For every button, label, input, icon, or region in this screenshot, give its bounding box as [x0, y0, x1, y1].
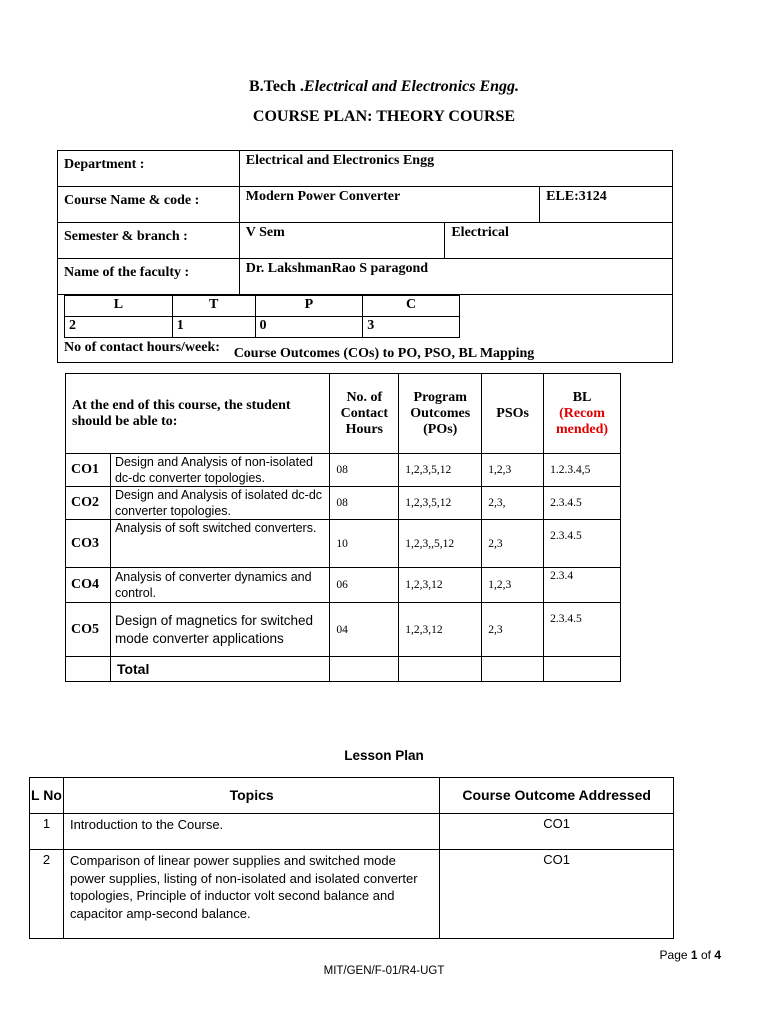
course-name: Modern Power Converter: [239, 187, 539, 223]
co-header-bl: [544, 374, 621, 454]
co-pos: 1,2,3,5,12: [399, 454, 482, 487]
co-bl: 2.3.4.5: [544, 487, 621, 520]
page-title: COURSE PLAN: THEORY COURSE: [252, 108, 516, 125]
lesson-topic: Introduction to the Course.: [63, 814, 439, 850]
semester-value: V Sem: [239, 223, 445, 259]
ltpc-header-t: T: [172, 296, 255, 317]
ltpc-value-p: 0: [255, 317, 363, 338]
ltpc-header-c: C: [363, 296, 460, 317]
course-row: [58, 187, 673, 223]
lesson-co: CO1: [440, 814, 674, 850]
ltpc-header-p: P: [255, 296, 363, 317]
contact-hours-label: No of contact hours/week:: [64, 340, 220, 355]
co-bl: 1.2.3.4,5: [544, 454, 621, 487]
semester-row: [58, 223, 673, 259]
co-header-bl-label: BL: [572, 389, 592, 405]
semester-label: Semester & branch :: [58, 223, 240, 259]
co-psos: 1,2,3: [482, 454, 544, 487]
co-bl: 2.3.4: [544, 568, 621, 603]
co-total-empty: [66, 657, 111, 682]
branch-value: Electrical: [445, 223, 673, 259]
lesson-number: 2: [30, 850, 64, 939]
department-row: [58, 151, 673, 187]
co-pos: 1,2,3,,5,12: [399, 520, 482, 568]
lesson-plan-table: [29, 777, 674, 939]
form-code: MIT/GEN/F-01/R4-UGT: [323, 965, 445, 977]
ltpc-value-t: 1: [172, 317, 255, 338]
co-description: Analysis of converter dynamics and control.: [110, 568, 329, 603]
co-pos: 1,2,3,12: [399, 568, 482, 603]
ltpc-value-l: 2: [65, 317, 173, 338]
co-psos: 2,3: [482, 603, 544, 657]
ltpc-table: [64, 295, 460, 338]
co-hours: 08: [330, 487, 399, 520]
co-description: Analysis of soft switched converters.: [110, 520, 329, 568]
lesson-row: [30, 850, 674, 939]
program-prefix: B.Tech .: [248, 78, 304, 95]
lesson-co: CO1: [440, 850, 674, 939]
co-hours: 04: [330, 603, 399, 657]
co-total-row: [66, 657, 621, 682]
lesson-header-co: Course Outcome Addressed: [440, 778, 674, 814]
co-header-hours: No. of Contact Hours: [330, 374, 399, 454]
lesson-header-topics: Topics: [63, 778, 439, 814]
program-heading: [0, 78, 768, 96]
co-id: CO5: [66, 603, 111, 657]
co-psos: 2,3: [482, 520, 544, 568]
page-of: of: [700, 948, 711, 962]
co-row: [66, 454, 621, 487]
course-label: Course Name & code :: [58, 187, 240, 223]
co-pos: 1,2,3,12: [399, 603, 482, 657]
co-hours: 08: [330, 454, 399, 487]
co-header-psos: PSOs: [482, 374, 544, 454]
faculty-label: Name of the faculty :: [58, 259, 240, 295]
page-prefix: Page: [659, 948, 688, 962]
co-description: Design and Analysis of isolated dc-dc converter topologies.: [110, 487, 329, 520]
co-row: [66, 520, 621, 568]
co-header-row: [66, 374, 621, 454]
co-hours: 06: [330, 568, 399, 603]
faculty-row: [58, 259, 673, 295]
co-description: Design of magnetics for switched mode converter applications: [110, 603, 329, 657]
lesson-row: [30, 814, 674, 850]
co-mapping-table: [65, 373, 621, 682]
co-id: CO4: [66, 568, 111, 603]
lesson-number: 1: [30, 814, 64, 850]
co-mapping-title: Course Outcomes (COs) to PO, PSO, BL Mapping: [233, 346, 535, 361]
co-psos: 1,2,3: [482, 568, 544, 603]
co-id: CO1: [66, 454, 111, 487]
ltpc-value-c: 3: [363, 317, 460, 338]
co-row: [66, 568, 621, 603]
lesson-topic: Comparison of linear power supplies and switched mode power supplies, listing of non-isolated and isolated converter topologies, Principle of inductor volt second balance and capacitor amp-second balance.: [63, 850, 439, 939]
faculty-value: Dr. LakshmanRao S paragond: [239, 259, 672, 295]
co-header-statement: At the end of this course, the student should be able to:: [66, 374, 330, 454]
course-code: ELE:3124: [540, 187, 673, 223]
co-psos: 2,3,: [482, 487, 544, 520]
co-row: [66, 603, 621, 657]
co-description: Design and Analysis of non-isolated dc-dc converter topologies.: [110, 454, 329, 487]
co-hours: 10: [330, 520, 399, 568]
page-number: [660, 948, 721, 962]
department-value: Electrical and Electronics Engg: [239, 151, 672, 187]
ltpc-header-l: L: [65, 296, 173, 317]
co-bl: 2.3.4.5: [544, 520, 621, 568]
page-total: 4: [714, 948, 721, 962]
program-name: Electrical and Electronics Engg.: [303, 78, 520, 95]
co-id: CO2: [66, 487, 111, 520]
co-row: [66, 487, 621, 520]
co-total-label: Total: [110, 657, 329, 682]
co-pos: 1,2,3,5,12: [399, 487, 482, 520]
lesson-plan-title: Lesson Plan: [344, 748, 424, 763]
co-header-pos: Program Outcomes (POs): [399, 374, 482, 454]
co-bl: 2.3.4.5: [544, 603, 621, 657]
lesson-header-lno: L No: [30, 778, 64, 814]
lesson-header-row: [30, 778, 674, 814]
department-label: Department :: [58, 151, 240, 187]
co-id: CO3: [66, 520, 111, 568]
co-header-bl-note: (Recom mended): [555, 405, 609, 437]
page-current: 1: [690, 948, 698, 962]
course-info-table: [57, 150, 673, 363]
